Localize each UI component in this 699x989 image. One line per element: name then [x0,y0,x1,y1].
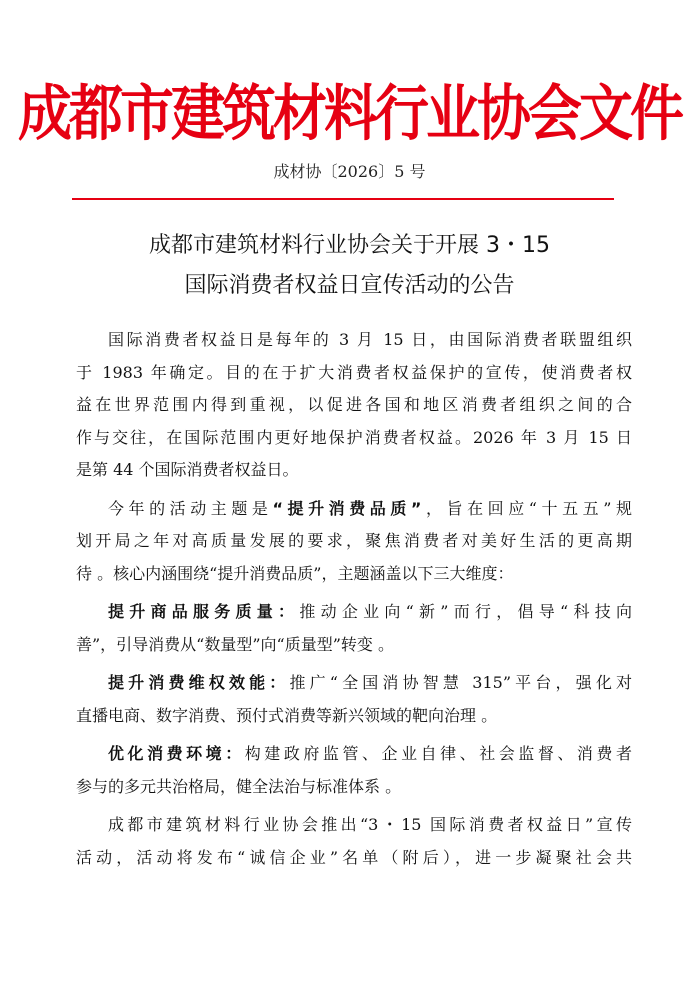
text-line: 待 。核心内涵围绕“提升消费品质”，主题涵盖以下三大维度： [76,563,514,583]
theme-rest: ，旨在回应“十五五”规 [421,498,632,518]
text-line [76,596,632,629]
text-line: 国际消费者权益日是每年的 3 月 15 日，由国际消费者联盟组织 [108,330,632,349]
text-line: 善”，引导消费从“数量型”向“质量型”转变 。 [76,634,394,654]
dimension-label: 提升商品服务质量： [108,602,300,621]
paragraph-2 [76,493,632,591]
text-line [76,738,632,771]
paragraph-4 [76,667,632,732]
text-line: 参与的多元共治格局，健全法治与标准体系 。 [76,776,402,796]
paragraph-6 [76,809,632,874]
theme-lead: 今年的活动主题是 [108,498,273,518]
paragraph-1 [76,324,632,487]
text-line: 是第 44 个国际消费者权益日。 [76,460,299,479]
text-line [76,667,632,700]
notice-title-line-1: 成都市建筑材料行业协会关于开展 3・15 [149,233,550,258]
notice-title-line-2: 国际消费者权益日宣传活动的公告 [184,273,515,298]
red-divider-line [72,198,614,200]
text-line: 作与交往，在国际范围内更好地保护消费者权益。2026 年 3 月 15 日 [76,427,632,447]
text-line: 直播电商、数字消费、预付式消费等新兴领域的靶向治理 。 [76,705,498,725]
theme-highlight: “提升消费品质” [272,498,422,518]
text-line: 于 1983 年确定。目的在于扩大消费者权益保护的宣传，使消费者权 [76,362,632,382]
text-line: 划开局之年对高质量发展的要求，聚焦消费者对美好生活的更高期 [76,531,632,550]
text-line [76,493,632,526]
masthead-title: 成都市建筑材料行业协会文件 [18,76,681,149]
notice-title [40,226,659,306]
paragraph-5 [76,738,632,803]
dimension-label: 提升消费维权效能： [108,673,290,692]
dimension-label: 优化消费环境： [108,744,245,763]
paragraph-3 [76,596,632,661]
dimension-text: 构建政府监管、企业自律、社会监督、消费者 [244,744,632,763]
document-number: 成材协〔2026〕5 号 [273,162,426,181]
document-body [76,324,632,874]
text-line: 成都市建筑材料行业协会推出“3・15 国际消费者权益日”宣传 [108,815,632,834]
dimension-text: 推广“全国消协智慧 315”平台，强化对 [289,673,632,692]
dimension-text: 推动企业向“新”而行，倡导“科技向 [299,602,632,621]
text-line: 活动，活动将发布“诚信企业”名单（附后），进一步凝聚社会共 [76,847,632,867]
text-line: 益在世界范围内得到重视，以促进各国和地区消费者组织之间的合 [76,395,632,414]
